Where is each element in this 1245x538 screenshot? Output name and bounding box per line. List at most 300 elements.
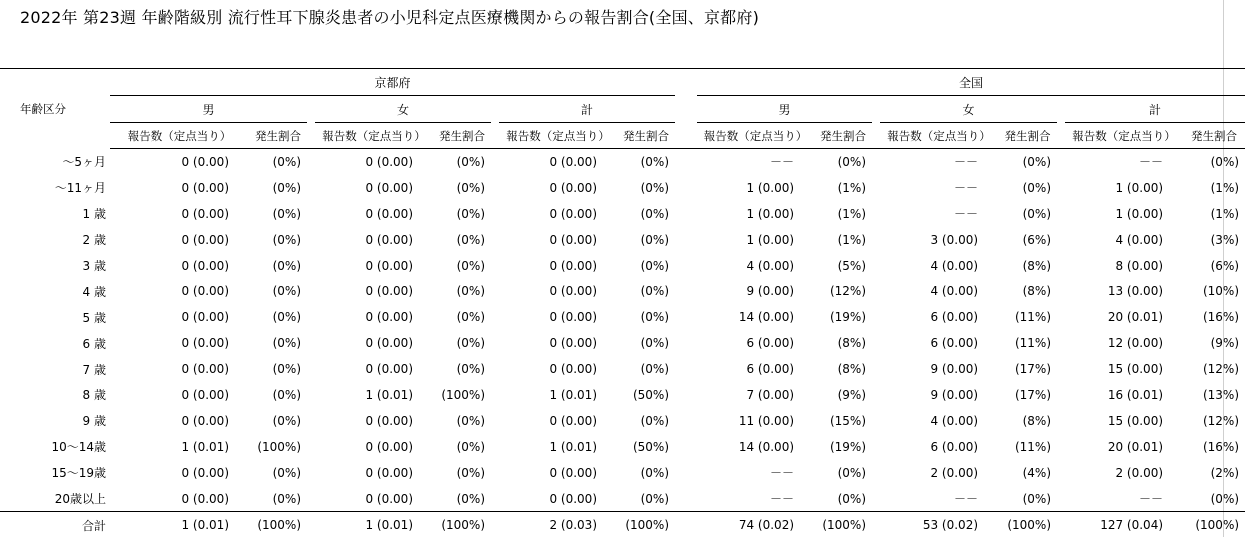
gap-cell [872, 408, 880, 434]
ratio-cell: (0%) [433, 278, 491, 304]
ratio-cell: (0%) [249, 175, 307, 201]
ratio-cell: (9%) [1183, 330, 1245, 356]
report-count-cell: 1 (0.00) [697, 175, 814, 201]
gap-cell [872, 278, 880, 304]
report-count-cell: －－ [880, 149, 998, 175]
ratio-cell: (0%) [617, 149, 675, 175]
ratio-cell: (0%) [998, 201, 1057, 227]
age-label: 合計 [0, 512, 110, 538]
gap-cell [491, 382, 499, 408]
report-count-cell: 6 (0.00) [880, 304, 998, 330]
ratio-cell: (100%) [249, 512, 307, 538]
report-count-cell: －－ [697, 460, 814, 486]
gap-cell [872, 330, 880, 356]
ratio-cell: (0%) [249, 149, 307, 175]
report-count-cell: 0 (0.00) [499, 149, 617, 175]
ratio-cell: (0%) [617, 330, 675, 356]
gap-cell [872, 512, 880, 538]
report-count-cell: 1 (0.00) [1065, 175, 1183, 201]
ratio-cell: (0%) [1183, 486, 1245, 512]
ratio-cell: (16%) [1183, 434, 1245, 460]
report-count-cell: 4 (0.00) [880, 253, 998, 279]
sex-header-female: 女 [880, 96, 1057, 123]
report-count-cell: 1 (0.00) [697, 201, 814, 227]
total-row [0, 512, 1245, 538]
table-row [0, 382, 1245, 408]
ratio-cell: (19%) [814, 304, 872, 330]
report-count-cell: 0 (0.00) [110, 330, 249, 356]
ratio-cell: (2%) [1183, 460, 1245, 486]
gap-cell [872, 434, 880, 460]
ratio-cell: (1%) [814, 201, 872, 227]
table-row [0, 201, 1245, 227]
report-count-cell: 1 (0.00) [697, 227, 814, 253]
gap-cell [1057, 356, 1065, 382]
report-count-cell: 20 (0.01) [1065, 434, 1183, 460]
ratio-cell: (0%) [617, 253, 675, 279]
report-count-cell: 0 (0.00) [499, 278, 617, 304]
gap-cell [491, 304, 499, 330]
gap-cell [491, 201, 499, 227]
ratio-cell: (1%) [814, 227, 872, 253]
header-row-sex [0, 96, 1245, 123]
sex-header-male: 男 [697, 96, 872, 123]
report-count-cell: 9 (0.00) [880, 356, 998, 382]
ratio-cell: (0%) [249, 486, 307, 512]
ratio-cell: (1%) [814, 175, 872, 201]
gap-cell [675, 356, 697, 382]
report-count-cell: －－ [880, 175, 998, 201]
header-row-region [0, 69, 1245, 96]
table-row [0, 175, 1245, 201]
report-count-cell: 0 (0.00) [110, 175, 249, 201]
gap-cell [675, 201, 697, 227]
age-label: 10～14歳 [0, 434, 110, 460]
report-count-cell: 8 (0.00) [1065, 253, 1183, 279]
gap-cell [307, 253, 315, 279]
ratio-cell: (0%) [249, 356, 307, 382]
ratio-cell: (0%) [249, 253, 307, 279]
gap-cell [307, 149, 315, 175]
report-count-cell: －－ [697, 149, 814, 175]
report-count-cell: 1 (0.01) [110, 512, 249, 538]
ratio-cell: (4%) [998, 460, 1057, 486]
gap-cell [307, 512, 315, 538]
report-count-cell: 0 (0.00) [499, 227, 617, 253]
gap-cell [675, 278, 697, 304]
gap-cell [307, 278, 315, 304]
ratio-cell: (50%) [617, 382, 675, 408]
gap-cell [307, 382, 315, 408]
report-count-cell: 0 (0.00) [315, 278, 433, 304]
report-count-cell: 0 (0.00) [110, 149, 249, 175]
gap-cell [872, 304, 880, 330]
gap-cell [491, 460, 499, 486]
table-row [0, 408, 1245, 434]
col-ratio: 発生割合 [1183, 123, 1245, 149]
report-count-cell: 0 (0.00) [315, 227, 433, 253]
ratio-cell: (3%) [1183, 227, 1245, 253]
report-count-cell: 16 (0.01) [1065, 382, 1183, 408]
age-header: 年齢区分 [0, 69, 110, 149]
col-report: 報告数（定点当り） [697, 123, 814, 149]
col-ratio: 発生割合 [814, 123, 872, 149]
gap-cell [491, 330, 499, 356]
report-count-cell: 0 (0.00) [315, 330, 433, 356]
gap-cell [872, 460, 880, 486]
gap-cell [307, 356, 315, 382]
gap-cell [872, 201, 880, 227]
report-count-cell: －－ [880, 486, 998, 512]
table-row [0, 227, 1245, 253]
ratio-cell: (0%) [433, 201, 491, 227]
col-ratio: 発生割合 [433, 123, 491, 149]
ratio-cell: (15%) [814, 408, 872, 434]
age-label: 8 歳 [0, 382, 110, 408]
report-count-cell: 0 (0.00) [110, 304, 249, 330]
ratio-cell: (17%) [998, 382, 1057, 408]
report-count-cell: 1 (0.01) [499, 382, 617, 408]
ratio-cell: (0%) [814, 486, 872, 512]
gap-cell [307, 330, 315, 356]
gap-cell [1057, 227, 1065, 253]
ratio-cell: (0%) [249, 201, 307, 227]
gap-cell [1057, 175, 1065, 201]
col-report: 報告数（定点当り） [1065, 123, 1183, 149]
ratio-cell: (11%) [998, 330, 1057, 356]
gap-cell [307, 227, 315, 253]
age-label: 1 歳 [0, 201, 110, 227]
report-count-cell: 20 (0.01) [1065, 304, 1183, 330]
report-count-cell: －－ [1065, 486, 1183, 512]
age-label: 5 歳 [0, 304, 110, 330]
region-header-national: 全国 [697, 69, 1245, 96]
ratio-cell: (12%) [814, 278, 872, 304]
age-label: 3 歳 [0, 253, 110, 279]
report-count-cell: 0 (0.00) [499, 330, 617, 356]
col-ratio: 発生割合 [617, 123, 675, 149]
region-header-kyoto: 京都府 [110, 69, 675, 96]
ratio-cell: (1%) [1183, 201, 1245, 227]
gap-cell [1057, 330, 1065, 356]
report-count-cell: 4 (0.00) [880, 408, 998, 434]
age-label: 4 歳 [0, 278, 110, 304]
report-count-cell: 0 (0.00) [315, 253, 433, 279]
report-count-cell: 0 (0.00) [110, 356, 249, 382]
ratio-cell: (0%) [433, 175, 491, 201]
col-report: 報告数（定点当り） [110, 123, 249, 149]
report-count-cell: 2 (0.03) [499, 512, 617, 538]
table-row [0, 149, 1245, 175]
ratio-cell: (0%) [433, 253, 491, 279]
ratio-cell: (0%) [617, 486, 675, 512]
report-count-cell: 0 (0.00) [499, 408, 617, 434]
report-count-cell: 2 (0.00) [1065, 460, 1183, 486]
ratio-cell: (0%) [617, 201, 675, 227]
ratio-cell: (0%) [433, 434, 491, 460]
report-count-cell: 1 (0.00) [1065, 201, 1183, 227]
ratio-cell: (0%) [814, 149, 872, 175]
col-report: 報告数（定点当り） [315, 123, 433, 149]
gap-cell [491, 227, 499, 253]
gap-cell [491, 434, 499, 460]
gap-cell [1057, 253, 1065, 279]
report-count-cell: 0 (0.00) [499, 356, 617, 382]
gap-cell [872, 149, 880, 175]
table-row [0, 486, 1245, 512]
age-label: 15～19歳 [0, 460, 110, 486]
report-count-cell: 0 (0.00) [110, 486, 249, 512]
ratio-cell: (0%) [249, 460, 307, 486]
gap-cell [872, 175, 880, 201]
report-count-cell: 0 (0.00) [110, 227, 249, 253]
report-count-cell: 0 (0.00) [499, 253, 617, 279]
gap-cell [872, 227, 880, 253]
age-label: ～5ヶ月 [0, 149, 110, 175]
ratio-cell: (100%) [433, 382, 491, 408]
age-label: 9 歳 [0, 408, 110, 434]
table-row [0, 356, 1245, 382]
ratio-cell: (100%) [249, 434, 307, 460]
gap-cell [491, 149, 499, 175]
ratio-cell: (12%) [1183, 356, 1245, 382]
ratio-cell: (0%) [433, 408, 491, 434]
ratio-cell: (50%) [617, 434, 675, 460]
table-row [0, 278, 1245, 304]
report-count-cell: 6 (0.00) [880, 434, 998, 460]
gap-cell [675, 460, 697, 486]
gap-cell [307, 486, 315, 512]
col-report: 報告数（定点当り） [499, 123, 617, 149]
report-count-cell: 6 (0.00) [697, 330, 814, 356]
ratio-cell: (5%) [814, 253, 872, 279]
ratio-cell: (8%) [998, 408, 1057, 434]
ratio-cell: (100%) [1183, 512, 1245, 538]
gap-cell [675, 253, 697, 279]
gap-cell [675, 175, 697, 201]
sex-header-total: 計 [1065, 96, 1245, 123]
ratio-cell: (19%) [814, 434, 872, 460]
ratio-cell: (0%) [249, 278, 307, 304]
table-row [0, 330, 1245, 356]
sex-header-female: 女 [315, 96, 491, 123]
ratio-cell: (17%) [998, 356, 1057, 382]
report-count-cell: 0 (0.00) [110, 253, 249, 279]
ratio-cell: (0%) [433, 149, 491, 175]
age-label: ～11ヶ月 [0, 175, 110, 201]
ratio-cell: (11%) [998, 434, 1057, 460]
report-count-cell: 0 (0.00) [110, 382, 249, 408]
ratio-cell: (0%) [249, 382, 307, 408]
gap-cell [307, 460, 315, 486]
ratio-cell: (0%) [1183, 149, 1245, 175]
table-row [0, 253, 1245, 279]
gap-cell [307, 201, 315, 227]
ratio-cell: (0%) [617, 278, 675, 304]
report-count-cell: 2 (0.00) [880, 460, 998, 486]
report-count-cell: 15 (0.00) [1065, 408, 1183, 434]
gap-cell [872, 382, 880, 408]
ratio-cell: (0%) [617, 460, 675, 486]
report-count-cell: 0 (0.00) [499, 460, 617, 486]
age-label: 6 歳 [0, 330, 110, 356]
report-count-cell: 0 (0.00) [315, 408, 433, 434]
report-count-cell: 0 (0.00) [315, 434, 433, 460]
age-label: 2 歳 [0, 227, 110, 253]
gap-cell [1057, 512, 1065, 538]
ratio-cell: (0%) [814, 460, 872, 486]
report-count-cell: 9 (0.00) [697, 278, 814, 304]
report-count-cell: 6 (0.00) [880, 330, 998, 356]
report-count-cell: 0 (0.00) [499, 201, 617, 227]
gap-cell [491, 278, 499, 304]
report-table [0, 68, 1245, 538]
gap-cell [491, 356, 499, 382]
col-report: 報告数（定点当り） [880, 123, 998, 149]
table-body [0, 149, 1245, 538]
gap-cell [1057, 486, 1065, 512]
gap-cell [307, 304, 315, 330]
ratio-cell: (10%) [1183, 278, 1245, 304]
report-count-cell: 1 (0.01) [315, 382, 433, 408]
report-count-cell: 1 (0.01) [110, 434, 249, 460]
gap-cell [675, 304, 697, 330]
gap-cell [491, 512, 499, 538]
ratio-cell: (0%) [617, 356, 675, 382]
report-count-cell: 1 (0.01) [315, 512, 433, 538]
report-count-cell: 0 (0.00) [315, 304, 433, 330]
gap-cell [675, 408, 697, 434]
table-row [0, 304, 1245, 330]
gap-cell [1057, 460, 1065, 486]
sex-header-male: 男 [110, 96, 307, 123]
report-count-cell: 0 (0.00) [499, 175, 617, 201]
gap-cell [491, 486, 499, 512]
ratio-cell: (0%) [433, 356, 491, 382]
age-label: 20歳以上 [0, 486, 110, 512]
report-count-cell: 127 (0.04) [1065, 512, 1183, 538]
gap-cell [675, 486, 697, 512]
report-count-cell: 0 (0.00) [315, 149, 433, 175]
ratio-cell: (0%) [433, 330, 491, 356]
gap-cell [872, 356, 880, 382]
gap-cell [872, 253, 880, 279]
gap-cell [491, 253, 499, 279]
ratio-cell: (8%) [998, 253, 1057, 279]
ratio-cell: (100%) [814, 512, 872, 538]
header-row-columns [0, 123, 1245, 149]
sex-header-total: 計 [499, 96, 675, 123]
col-ratio: 発生割合 [998, 123, 1057, 149]
gap-cell [1057, 304, 1065, 330]
report-count-cell: 0 (0.00) [315, 356, 433, 382]
report-count-cell: 3 (0.00) [880, 227, 998, 253]
report-count-cell: 4 (0.00) [1065, 227, 1183, 253]
ratio-cell: (100%) [617, 512, 675, 538]
report-count-cell: 4 (0.00) [880, 278, 998, 304]
gap-cell [1057, 434, 1065, 460]
gap-cell [1057, 149, 1065, 175]
report-count-cell: 14 (0.00) [697, 434, 814, 460]
ratio-cell: (0%) [617, 304, 675, 330]
ratio-cell: (0%) [998, 175, 1057, 201]
ratio-cell: (0%) [998, 149, 1057, 175]
report-count-cell: 9 (0.00) [880, 382, 998, 408]
report-count-cell: 14 (0.00) [697, 304, 814, 330]
gap-cell [675, 512, 697, 538]
gap-cell [675, 434, 697, 460]
report-count-cell: 11 (0.00) [697, 408, 814, 434]
table-row [0, 460, 1245, 486]
ratio-cell: (9%) [814, 382, 872, 408]
ratio-cell: (0%) [249, 408, 307, 434]
gap-cell [491, 175, 499, 201]
gap-cell [491, 408, 499, 434]
ratio-cell: (0%) [249, 330, 307, 356]
ratio-cell: (12%) [1183, 408, 1245, 434]
ratio-cell: (0%) [249, 227, 307, 253]
gap-cell [1057, 201, 1065, 227]
ratio-cell: (0%) [433, 304, 491, 330]
report-count-cell: 0 (0.00) [110, 278, 249, 304]
ratio-cell: (1%) [1183, 175, 1245, 201]
ratio-cell: (0%) [433, 227, 491, 253]
report-count-cell: 15 (0.00) [1065, 356, 1183, 382]
ratio-cell: (8%) [998, 278, 1057, 304]
ratio-cell: (8%) [814, 356, 872, 382]
ratio-cell: (8%) [814, 330, 872, 356]
report-count-cell: 4 (0.00) [697, 253, 814, 279]
age-label: 7 歳 [0, 356, 110, 382]
gap-cell [1057, 408, 1065, 434]
ratio-cell: (0%) [249, 304, 307, 330]
ratio-cell: (6%) [1183, 253, 1245, 279]
report-count-cell: 0 (0.00) [110, 408, 249, 434]
report-count-cell: 0 (0.00) [315, 486, 433, 512]
report-count-cell: 13 (0.00) [1065, 278, 1183, 304]
gap-cell [1057, 382, 1065, 408]
report-count-cell: 0 (0.00) [315, 175, 433, 201]
gap-cell [675, 227, 697, 253]
ratio-cell: (0%) [998, 486, 1057, 512]
report-count-cell: 74 (0.02) [697, 512, 814, 538]
report-count-cell: 0 (0.00) [315, 460, 433, 486]
report-count-cell: 7 (0.00) [697, 382, 814, 408]
gap-cell [675, 149, 697, 175]
ratio-cell: (0%) [617, 408, 675, 434]
ratio-cell: (0%) [433, 460, 491, 486]
ratio-cell: (100%) [998, 512, 1057, 538]
gap-cell [307, 175, 315, 201]
ratio-cell: (13%) [1183, 382, 1245, 408]
gap-cell [675, 382, 697, 408]
report-count-cell: －－ [880, 201, 998, 227]
gap-cell [307, 434, 315, 460]
ratio-cell: (16%) [1183, 304, 1245, 330]
gap-cell [872, 486, 880, 512]
report-count-cell: 0 (0.00) [110, 201, 249, 227]
report-count-cell: 0 (0.00) [499, 304, 617, 330]
report-count-cell: 6 (0.00) [697, 356, 814, 382]
ratio-cell: (6%) [998, 227, 1057, 253]
ratio-cell: (11%) [998, 304, 1057, 330]
ratio-cell: (0%) [617, 227, 675, 253]
ratio-cell: (0%) [617, 175, 675, 201]
report-count-cell: －－ [697, 486, 814, 512]
col-ratio: 発生割合 [249, 123, 307, 149]
report-count-cell: 0 (0.00) [110, 460, 249, 486]
report-count-cell: 12 (0.00) [1065, 330, 1183, 356]
